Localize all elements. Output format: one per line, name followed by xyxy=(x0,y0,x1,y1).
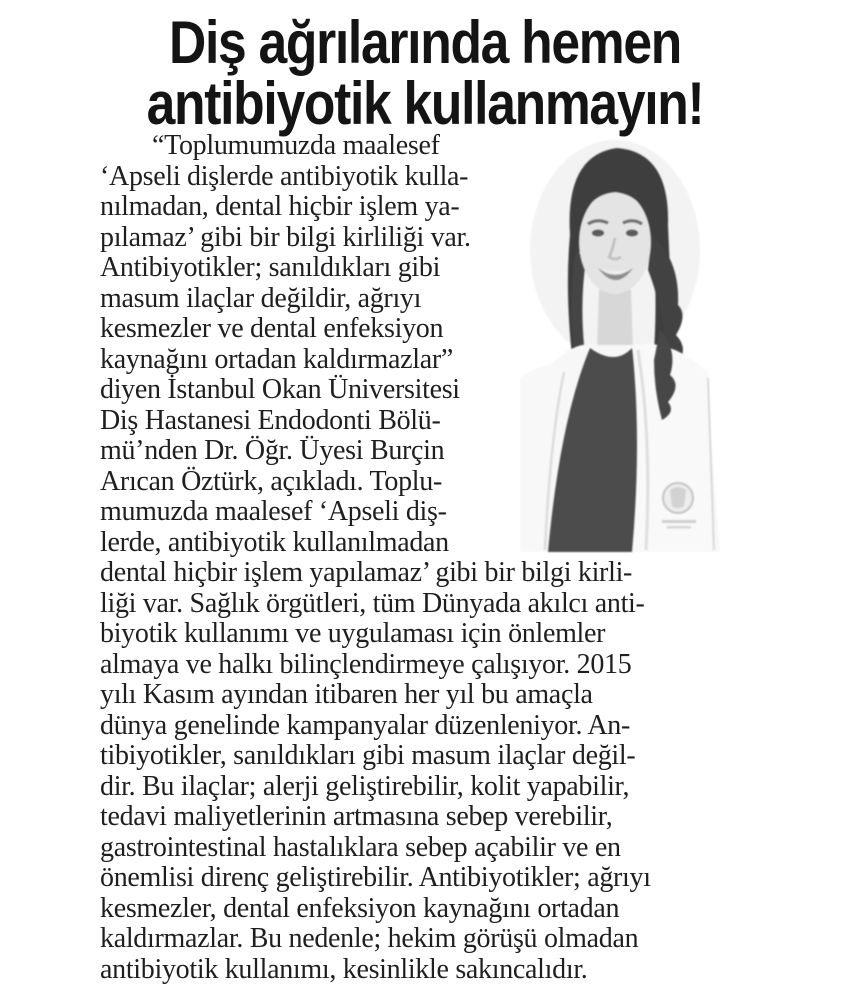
article-line: kesmezler ve dental enfeksiyon xyxy=(100,313,444,344)
article-line: Arıcan Öztürk, açıkladı. Toplu- xyxy=(100,465,442,497)
article-line: diyen İstanbul Okan Üniversitesi xyxy=(100,374,460,405)
article-line: gastrointestinal hastalıklara sebep açabilir ve en xyxy=(100,831,621,863)
article-line: Diş Hastanesi Endodonti Bölü- xyxy=(100,404,441,436)
article-full-width-lines xyxy=(100,558,770,985)
headline-line-1: Diş ağrılarında hemen xyxy=(168,9,682,76)
article-line: kesmezler, dental enfeksiyon kaynağını ortadan xyxy=(100,892,620,924)
headline-line-2: antibiyotik kullanmayın! xyxy=(146,70,704,137)
article-line: kaynağını ortadan kaldırmazlar” xyxy=(100,343,453,375)
article-line: tibiyotikler, sanıldıkları gibi masum ilaçlar değil- xyxy=(100,740,636,771)
article-line: mü’nden Dr. Öğr. Üyesi Burçin xyxy=(100,435,445,466)
article-line: mumuzda maalesef ‘Apseli diş- xyxy=(100,496,447,527)
article-line: yılı Kasım ayından itibaren her yıl bu amaçla xyxy=(100,679,593,710)
article-line: antibiyotik kullanımı, kesinlikle sakıncalıdır. xyxy=(100,953,588,985)
article-line: Antibiyotikler; sanıldıkları gibi xyxy=(100,252,441,283)
article-line: dünya genelinde kampanyalar düzenleniyor. An- xyxy=(100,709,630,741)
article-line: dir. Bu ilaçlar; alerji geliştirebilir, kolit yapabilir, xyxy=(100,770,630,802)
article-line: liği var. Sağlık örgütleri, tüm Dünyada akılcı anti- xyxy=(100,587,645,619)
article-line: dental hiçbir işlem yapılamaz’ gibi bir bilgi kirli- xyxy=(100,557,633,588)
article-line: biyotik kullanımı ve uygulaması için önlemler xyxy=(100,618,606,649)
doctor-portrait-photo xyxy=(520,140,765,552)
article-line: “Toplumumuzda maalesef xyxy=(152,130,440,161)
doctor-portrait-illustration xyxy=(520,140,765,552)
article-line: kaldırmazlar. Bu nedenle; hekim görüşü olmadan xyxy=(100,923,639,954)
article-line: ‘Apseli dişlerde antibiyotik kulla- xyxy=(100,160,469,192)
article-line: almaya ve halkı bilinçlendirmeye çalışıyor. 2015 xyxy=(100,648,632,680)
article-line: nılmadan, dental hiçbir işlem ya- xyxy=(100,191,460,222)
article-line: pılamaz’ gibi bir bilgi kirliliği var. xyxy=(100,221,471,253)
article-line: tedavi maliyetlerinin artmasına sebep verebilir, xyxy=(100,801,613,832)
article-line: önemlisi direnç geliştirebilir. Antibiyotikler; ağrıyı xyxy=(100,862,651,893)
article-line: lerde, antibiyotik kullanılmadan xyxy=(100,526,449,558)
article-line: masum ilaçlar değildir, ağrıyı xyxy=(100,282,422,314)
headline xyxy=(0,9,850,137)
